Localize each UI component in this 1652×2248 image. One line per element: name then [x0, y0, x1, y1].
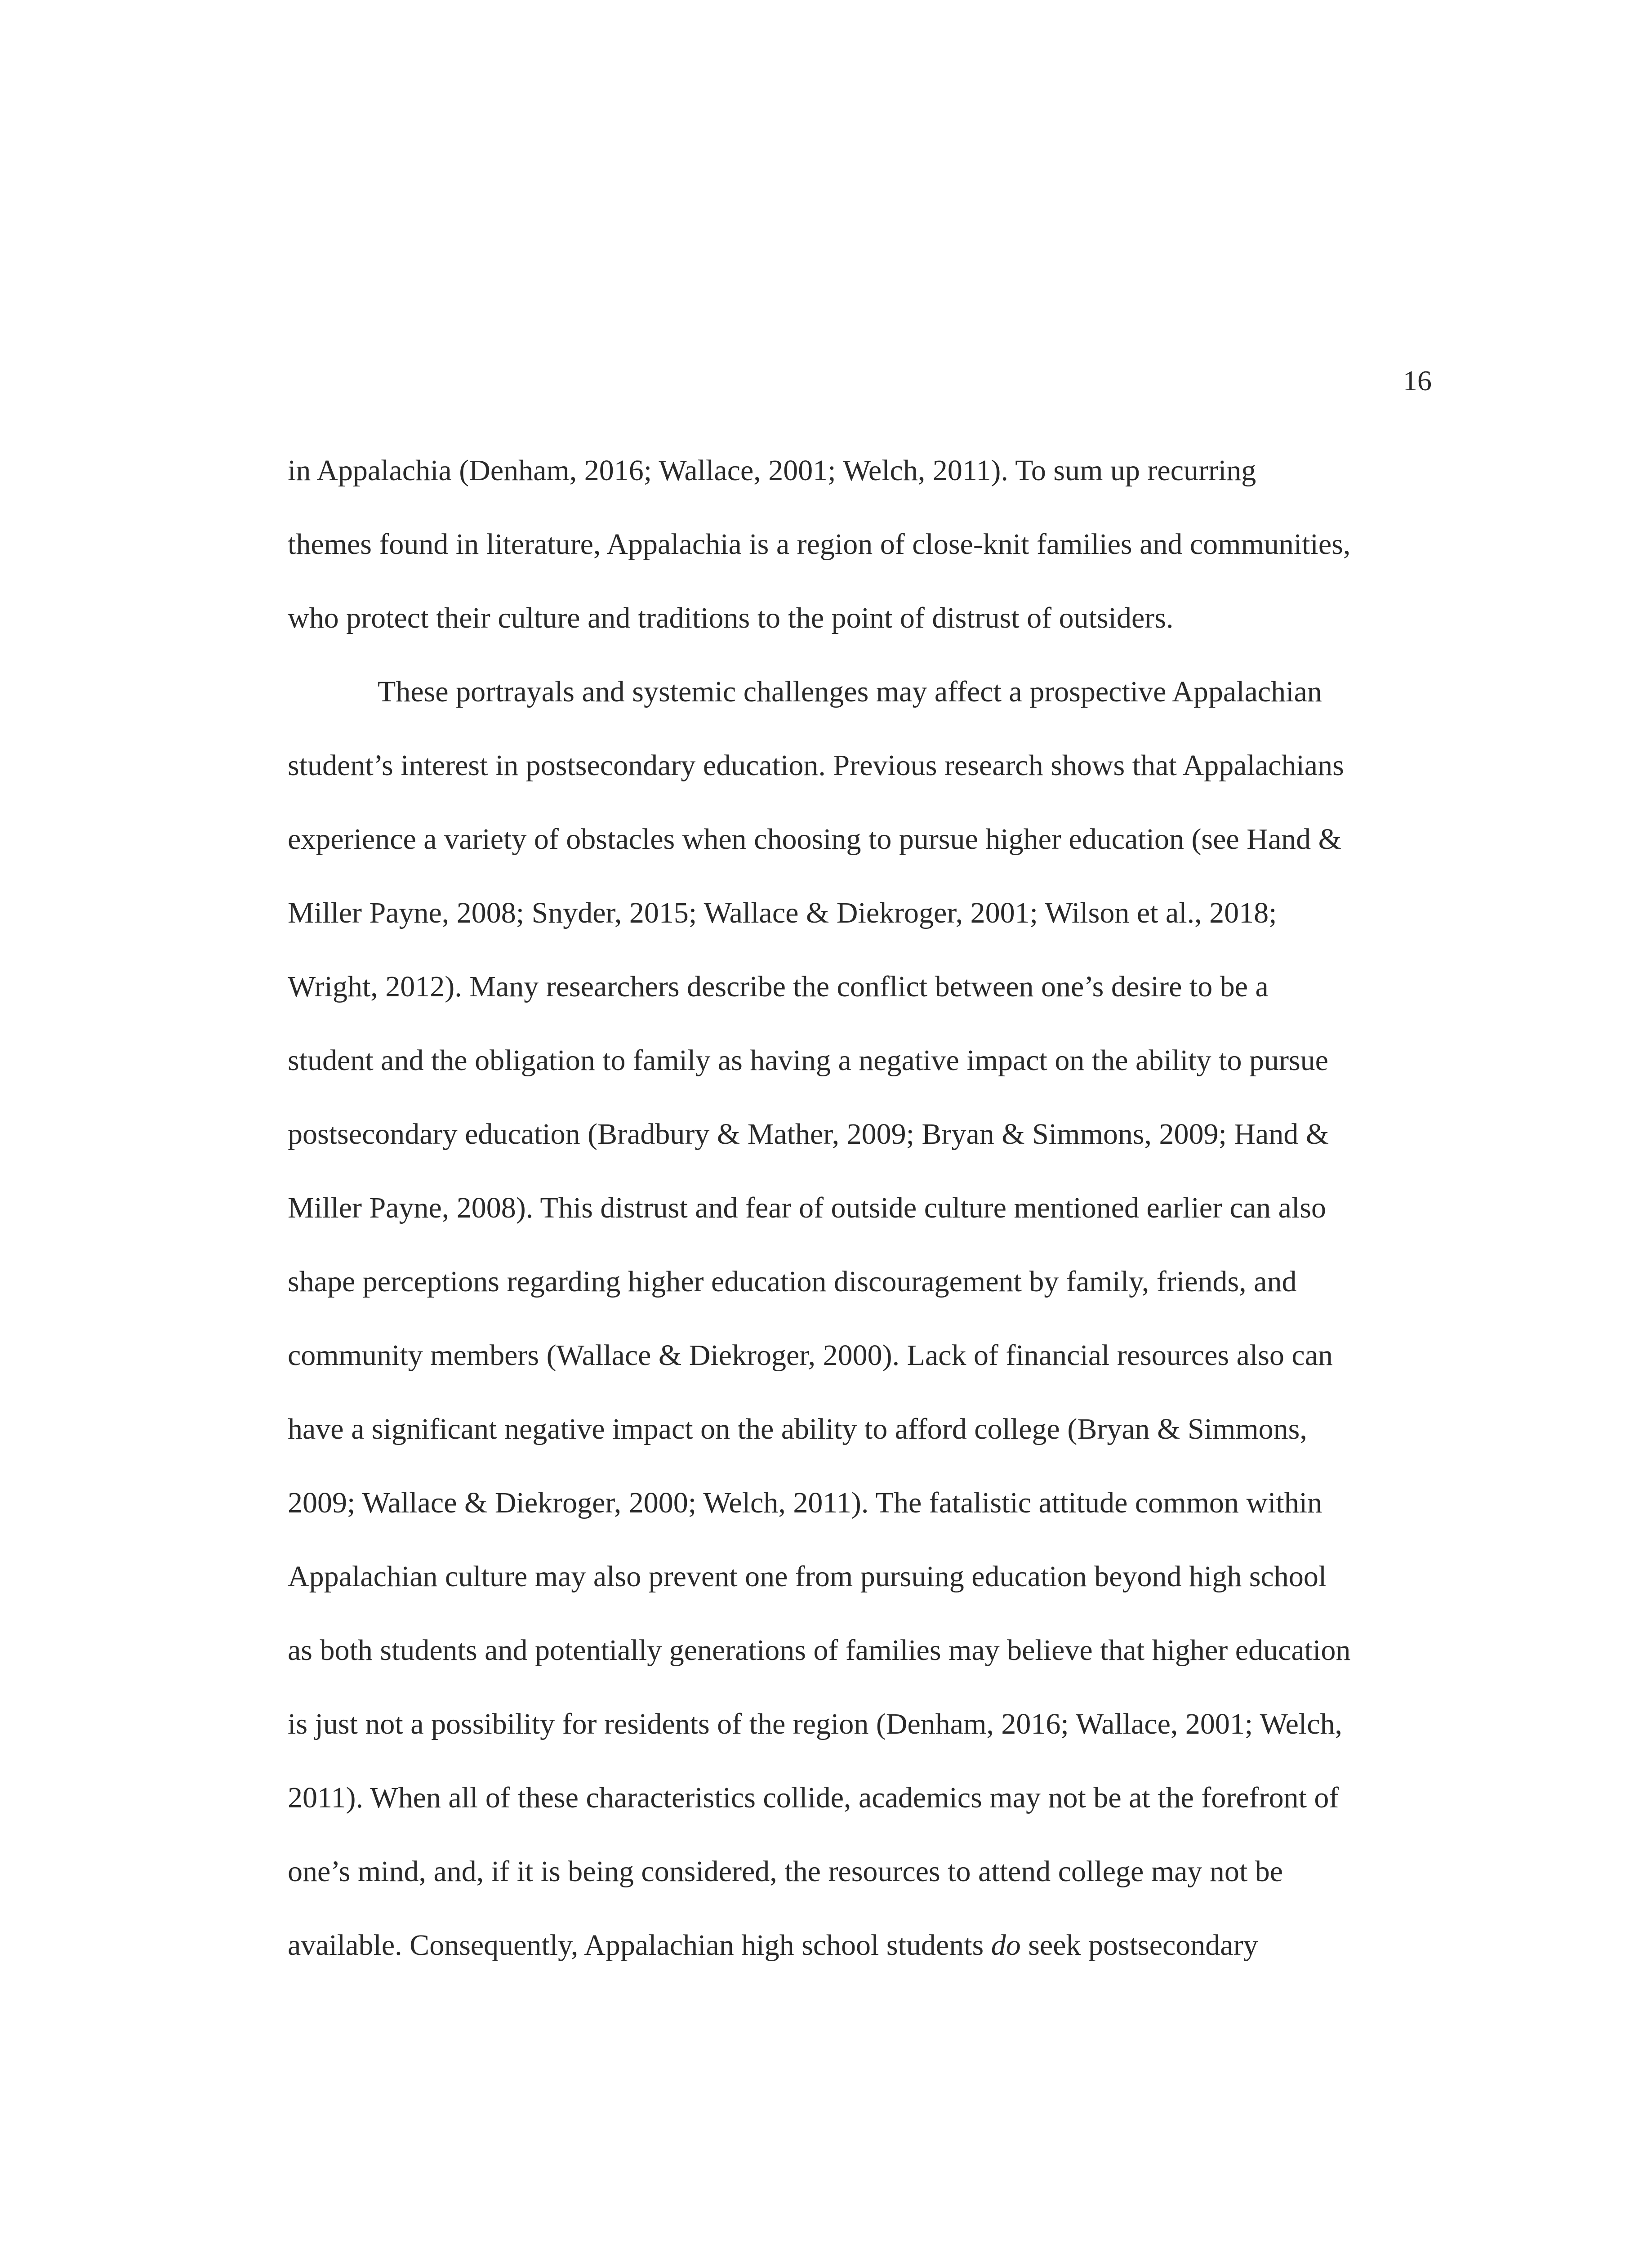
text-line: Miller Payne, 2008; Snyder, 2015; Wallace & Diekroger, 2001; Wilson et al., 2018; [288, 897, 1277, 929]
page-number: 16 [1403, 365, 1432, 397]
body-text [288, 434, 1438, 1982]
text-line: 2011). When all of these characteristics collide, academics may not be at the forefront of [288, 1781, 1339, 1814]
text-line: student’s interest in postsecondary education. Previous research shows that Appalachians [288, 749, 1344, 782]
text-line: one’s mind, and, if it is being considered, the resources to attend college may not be [288, 1855, 1283, 1888]
text-line: as both students and potentially generations of families may believe that higher education [288, 1634, 1351, 1667]
text-line: 2009; Wallace & Diekroger, 2000; Welch, 2011). The fatalistic attitude common within [288, 1486, 1322, 1519]
text-line: have a significant negative impact on the ability to afford college (Bryan & Simmons, [288, 1413, 1307, 1445]
paragraph-first-line: These portrayals and systemic challenges may affect a prospective Appalachian [378, 675, 1322, 708]
emphasized-word: do [991, 1929, 1021, 1962]
text-line: is just not a possibility for residents of the region (Denham, 2016; Wallace, 2001; Welch, [288, 1708, 1342, 1740]
text-line: Wright, 2012). Many researchers describe the conflict between one’s desire to be a [288, 970, 1269, 1003]
text-segment: seek postsecondary [1020, 1929, 1258, 1962]
text-line: Appalachian culture may also prevent one from pursuing education beyond high school [288, 1560, 1327, 1593]
text-line-last [288, 1909, 1438, 1982]
text-line: who protect their culture and traditions to the point of distrust of outsiders. [288, 602, 1174, 634]
text-line: student and the obligation to family as having a negative impact on the ability to pursue [288, 1044, 1328, 1077]
text-line: postsecondary education (Bradbury & Mather, 2009; Bryan & Simmons, 2009; Hand & [288, 1118, 1329, 1151]
text-line: community members (Wallace & Diekroger, 2000). Lack of financial resources also can [288, 1339, 1333, 1372]
text-line: in Appalachia (Denham, 2016; Wallace, 2001; Welch, 2011). To sum up recurring [288, 454, 1256, 487]
text-line: experience a variety of obstacles when choosing to pursue higher education (see Hand & [288, 823, 1341, 856]
text-line: Miller Payne, 2008). This distrust and fear of outside culture mentioned earlier can also [288, 1191, 1326, 1224]
text-line: themes found in literature, Appalachia is a region of close-knit families and communities, [288, 528, 1351, 561]
text-line: shape perceptions regarding higher education discouragement by family, friends, and [288, 1265, 1297, 1298]
text-segment: available. Consequently, Appalachian high school students [288, 1929, 991, 1962]
